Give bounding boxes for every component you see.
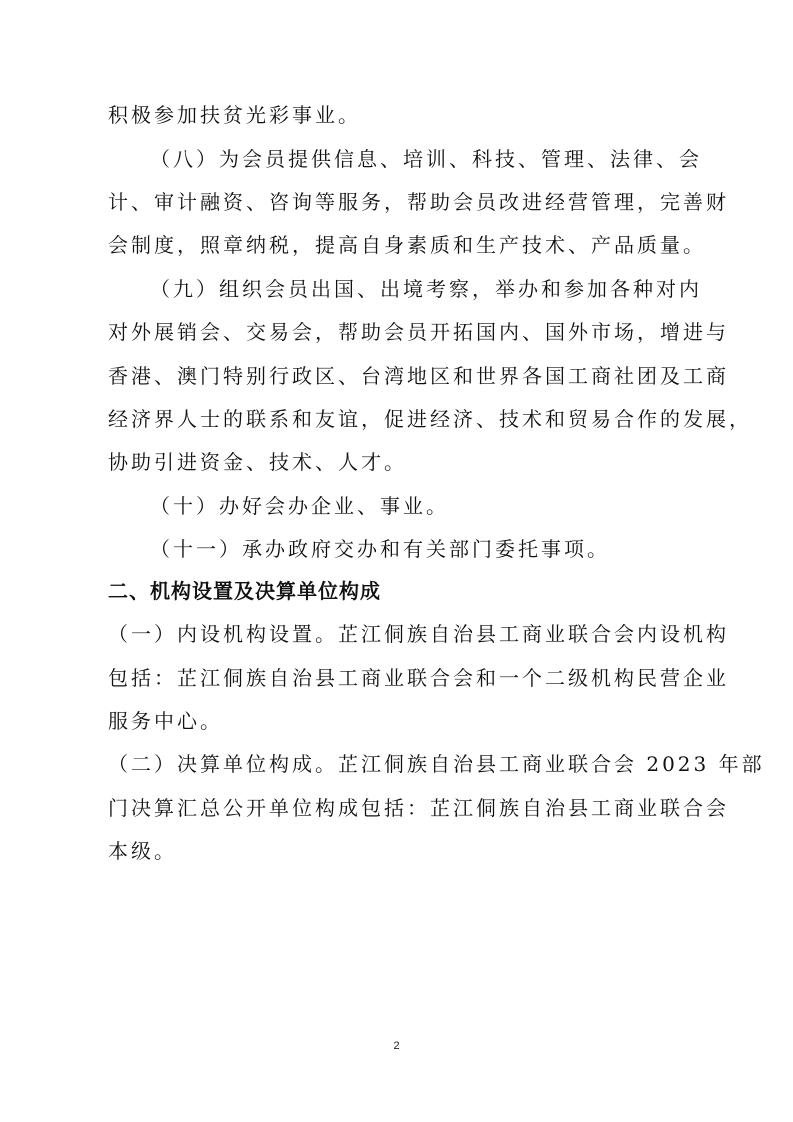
text-line: （十）办好会办企业、事业。	[150, 494, 449, 518]
text-line: （二）决算单位构成。芷江侗族自治县工商业联合会 2023 年部	[108, 752, 765, 776]
text-line: 计、审计融资、咨询等服务，帮助会员改进经营管理，完善财	[108, 190, 729, 214]
text-line: 对外展销会、交易会，帮助会员开拓国内、国外市场，增进与	[108, 320, 729, 344]
text-line: 本级。	[108, 839, 177, 863]
page-number: 2	[393, 1040, 400, 1052]
text-line: 门决算汇总公开单位构成包括：芷江侗族自治县工商业联合会	[108, 796, 729, 820]
text-line: 包括：芷江侗族自治县工商业联合会和一个二级机构民营企业	[108, 666, 729, 690]
text-line: （八）为会员提供信息、培训、科技、管理、法律、会	[150, 147, 702, 171]
text-line: （一）内设机构设置。芷江侗族自治县工商业联合会内设机构	[108, 622, 729, 646]
text-line: （十一）承办政府交办和有关部门委托事项。	[150, 537, 610, 561]
text-line: 经济界人士的联系和友谊，促进经济、技术和贸易合作的发展，	[108, 407, 752, 431]
text-line: 会制度，照章纳税，提高自身素质和生产技术、产品质量。	[108, 233, 706, 257]
section-heading: 二、机构设置及决算单位构成	[108, 579, 381, 603]
text-line: （九）组织会员出国、出境考察，举办和参加各种对内	[150, 277, 702, 301]
text-line: 服务中心。	[108, 709, 223, 733]
text-line: 协助引进资金、技术、人才。	[108, 450, 407, 474]
text-line: 香港、澳门特别行政区、台湾地区和世界各国工商社团及工商	[108, 364, 729, 388]
text-line: 积极参加扶贫光彩事业。	[108, 103, 361, 127]
